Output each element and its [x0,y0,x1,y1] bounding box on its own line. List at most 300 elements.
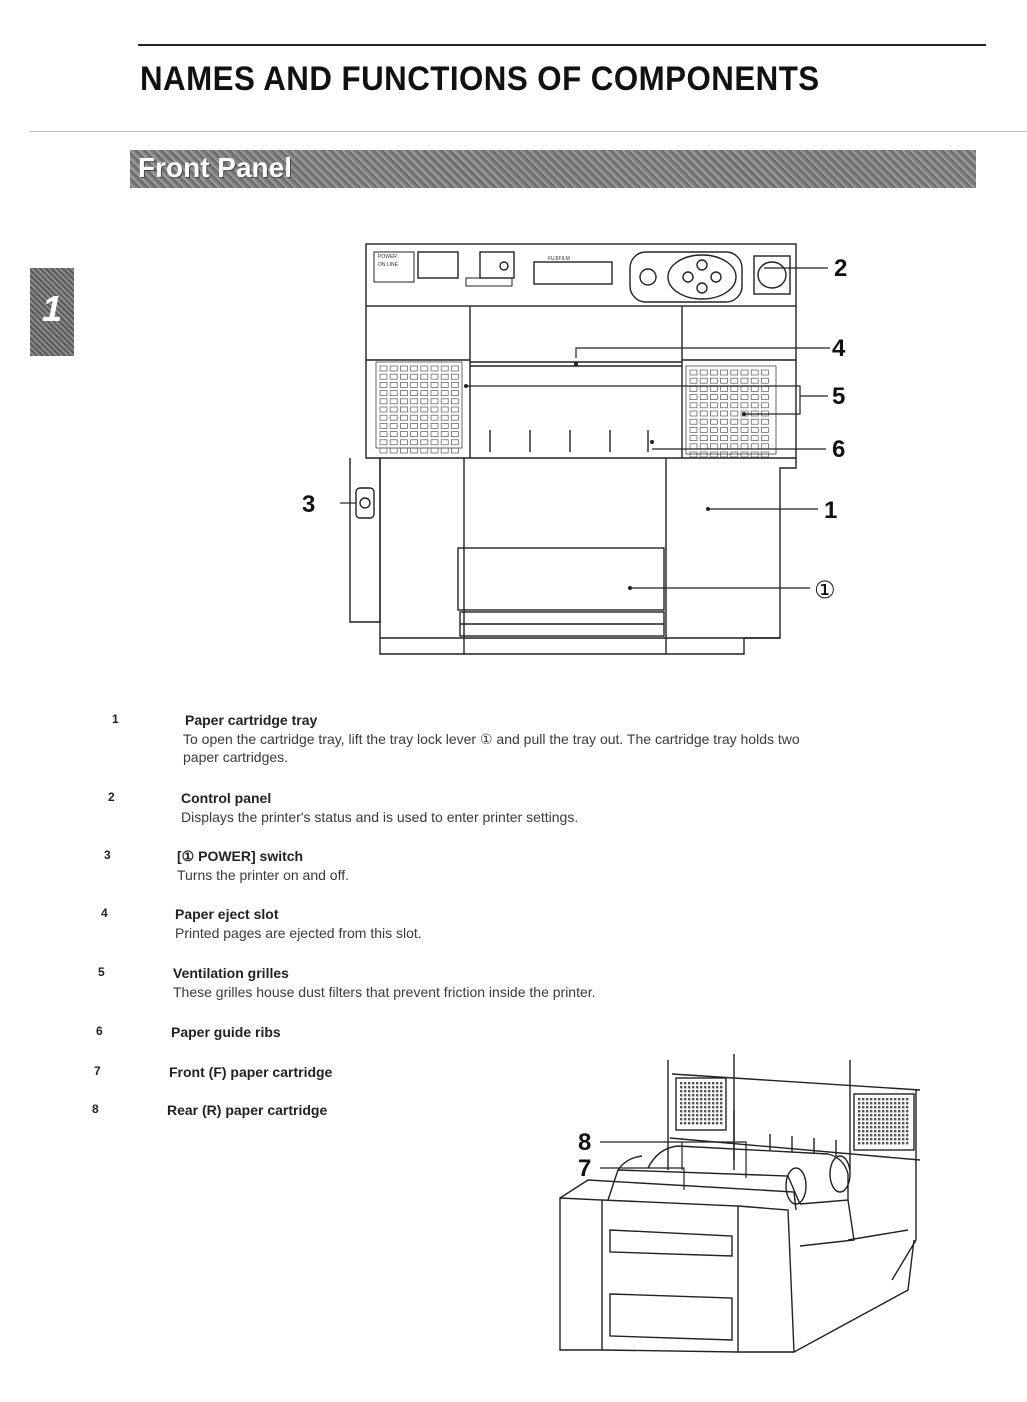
grille-dot [680,1110,682,1112]
grille-cell [451,415,458,420]
grille-dot [874,1110,876,1112]
grille-cell [710,427,717,432]
grille-dot [688,1086,690,1088]
grille-cell [751,436,758,441]
grille-cell [431,399,438,404]
grille-dot [866,1142,868,1144]
grille-dot [906,1098,908,1100]
grille-dot [858,1134,860,1136]
grille-cell [761,419,768,424]
grille-dot [858,1142,860,1144]
component-number: 6 [96,1024,103,1038]
grille-cell [721,395,728,400]
grille-cell [451,382,458,387]
grille-cell [390,432,397,437]
component-description [177,866,349,884]
component-number: 8 [92,1102,99,1116]
grille-dot [898,1106,900,1108]
grille-dot [680,1102,682,1104]
component-description [183,730,800,766]
grille-dot [712,1090,714,1092]
grille-dot [692,1094,694,1096]
grille-dot [858,1130,860,1132]
grille-cell [421,415,428,420]
grille-dot [866,1114,868,1116]
grille-cell [421,407,428,412]
grille-cell [751,386,758,391]
description-line: Displays the printer's status and is used to enter printer settings. [181,809,579,825]
brand-label: FUJIFILM [548,256,570,262]
grille-dot [882,1126,884,1128]
grille-dot [886,1106,888,1108]
component-description [173,983,596,1001]
grille-dot [906,1126,908,1128]
grille-dot [878,1122,880,1124]
grille-dot [878,1106,880,1108]
grille-dot [882,1134,884,1136]
grille-cell [441,374,448,379]
grille-cell [380,391,387,396]
component-number: 5 [98,965,105,979]
description-line: paper cartridges. [183,749,289,765]
grille-dot [886,1102,888,1104]
power-indicator-label: POWER [378,254,397,260]
grille-dot [858,1114,860,1116]
grille-dot [862,1118,864,1120]
grille-dot [890,1098,892,1100]
grille-dot [696,1098,698,1100]
grille-cell [761,386,768,391]
grille-cell [431,366,438,371]
grille-cell [380,415,387,420]
grille-dot [720,1082,722,1084]
grille-dot [882,1098,884,1100]
grille-dot [680,1114,682,1116]
callout-5: 5 [832,383,846,410]
grille-cell [690,386,697,391]
grille-dot [700,1110,702,1112]
grille-dot [882,1142,884,1144]
online-indicator-label: ON LINE [378,262,399,268]
grille-dot [866,1126,868,1128]
grille-dot [898,1134,900,1136]
grille-cell [451,366,458,371]
grille-dot [894,1122,896,1124]
grille-dot [890,1106,892,1108]
grille-dot [708,1110,710,1112]
grille-dot [708,1102,710,1104]
grille-dot [882,1102,884,1104]
grille-dot [704,1106,706,1108]
component-item-6 [96,1024,496,1044]
grille-cell [710,378,717,383]
grille-dot [684,1086,686,1088]
grille-dot [890,1122,892,1124]
grille-cell [721,378,728,383]
grille-dot [684,1090,686,1092]
grille-cell [761,427,768,432]
grille-dot [874,1102,876,1104]
grille-dot [894,1142,896,1144]
ventilation-grille-cells [380,366,768,457]
grille-cell [700,411,707,416]
grille-cell [441,448,448,453]
grille-dot [894,1138,896,1140]
component-name: Front (F) paper cartridge [169,1064,333,1080]
grille-cell [390,407,397,412]
tray-grille-cells [680,1082,908,1144]
grille-cell [421,423,428,428]
chapter-tab [30,268,74,356]
grille-dot [720,1106,722,1108]
grille-dot [708,1090,710,1092]
grille-dot [874,1130,876,1132]
grille-dot [704,1114,706,1116]
grille-cell [441,423,448,428]
description-line: To open the cartridge tray, lift the tray lock lever ① and pull the tray out. The cartridge tray holds two [183,731,800,747]
grille-dot [894,1106,896,1108]
grille-dot [866,1138,868,1140]
grille-dot [700,1102,702,1104]
grille-dot [898,1130,900,1132]
grille-dot [874,1138,876,1140]
callout-4: 4 [832,335,846,362]
grille-cell [751,370,758,375]
grille-dot [858,1138,860,1140]
grille-dot [700,1118,702,1120]
grille-cell [751,444,758,449]
grille-cell [761,452,768,457]
grille-dot [684,1106,686,1108]
grille-dot [696,1090,698,1092]
grille-dot [898,1110,900,1112]
grille-cell [751,452,758,457]
grille-dot [874,1106,876,1108]
grille-dot [684,1102,686,1104]
grille-dot [902,1102,904,1104]
grille-cell [751,395,758,400]
top-rule [138,44,986,46]
grille-dot [866,1118,868,1120]
grille-dot [882,1118,884,1120]
grille-dot [890,1110,892,1112]
grille-dot [684,1114,686,1116]
grille-dot [862,1098,864,1100]
grille-dot [866,1134,868,1136]
section-rule [30,131,1027,132]
grille-cell [400,399,407,404]
grille-dot [878,1138,880,1140]
grille-dot [704,1086,706,1088]
grille-cell [721,403,728,408]
grille-cell [731,395,738,400]
grille-cell [411,374,418,379]
grille-cell [761,395,768,400]
grille-dot [712,1098,714,1100]
component-name: Paper cartridge tray [185,712,318,728]
grille-cell [721,370,728,375]
grille-dot [890,1138,892,1140]
grille-cell [721,436,728,441]
grille-cell [451,391,458,396]
grille-dot [720,1110,722,1112]
grille-dot [684,1082,686,1084]
grille-dot [882,1106,884,1108]
grille-cell [690,378,697,383]
grille-dot [906,1118,908,1120]
grille-cell [731,452,738,457]
grille-cell [441,415,448,420]
grille-cell [690,411,697,416]
front-panel-illustration [290,230,880,670]
grille-cell [731,436,738,441]
grille-dot [696,1118,698,1120]
grille-dot [898,1142,900,1144]
grille-cell [380,423,387,428]
component-name: Rear (R) paper cartridge [167,1102,328,1118]
grille-dot [720,1102,722,1104]
grille-dot [720,1114,722,1116]
grille-dot [870,1118,872,1120]
grille-cell [690,419,697,424]
grille-dot [898,1126,900,1128]
grille-dot [708,1086,710,1088]
grille-dot [906,1110,908,1112]
grille-cell [411,415,418,420]
grille-dot [878,1118,880,1120]
grille-cell [710,436,717,441]
grille-dot [696,1082,698,1084]
grille-cell [761,370,768,375]
grille-dot [720,1118,722,1120]
grille-cell [400,382,407,387]
callout-6: 6 [832,436,846,463]
grille-dot [862,1106,864,1108]
grille-dot [692,1098,694,1100]
grille-cell [731,386,738,391]
grille-cell [421,374,428,379]
grille-dot [862,1114,864,1116]
grille-dot [898,1098,900,1100]
grille-dot [886,1130,888,1132]
description-line: Printed pages are ejected from this slot. [175,925,422,941]
grille-dot [692,1082,694,1084]
grille-dot [716,1094,718,1096]
grille-cell [690,427,697,432]
grille-cell [411,399,418,404]
grille-dot [704,1102,706,1104]
grille-cell [421,432,428,437]
grille-dot [716,1090,718,1092]
grille-dot [720,1090,722,1092]
grille-dot [890,1130,892,1132]
grille-dot [858,1122,860,1124]
grille-dot [902,1118,904,1120]
grille-dot [716,1082,718,1084]
component-number: 1 [112,712,119,726]
grille-dot [878,1130,880,1132]
grille-cell [731,427,738,432]
grille-cell [390,440,397,445]
grille-dot [688,1114,690,1116]
component-item-5 [98,965,978,1005]
grille-dot [866,1098,868,1100]
grille-dot [716,1098,718,1100]
component-name: Paper eject slot [175,906,279,922]
grille-cell [751,378,758,383]
grille-cell [380,366,387,371]
grille-dot [870,1114,872,1116]
component-number: 4 [101,906,108,920]
chapter-number: 1 [41,288,63,329]
grille-dot [680,1090,682,1092]
grille-dot [878,1098,880,1100]
grille-dot [696,1086,698,1088]
grille-dot [878,1126,880,1128]
grille-dot [858,1106,860,1108]
grille-cell [411,432,418,437]
grille-cell [710,403,717,408]
grille-dot [712,1094,714,1096]
grille-dot [696,1102,698,1104]
grille-dot [870,1110,872,1112]
grille-dot [708,1122,710,1124]
grille-dot [866,1110,868,1112]
grille-dot [680,1082,682,1084]
grille-dot [858,1098,860,1100]
grille-cell [741,444,748,449]
grille-dot [688,1094,690,1096]
grille-dot [716,1110,718,1112]
grille-cell [431,382,438,387]
grille-dot [708,1118,710,1120]
grille-cell [451,448,458,453]
grille-cell [411,407,418,412]
grille-dot [882,1122,884,1124]
grille-cell [421,440,428,445]
grille-cell [390,366,397,371]
grille-dot [862,1134,864,1136]
grille-dot [712,1086,714,1088]
grille-cell [421,448,428,453]
grille-dot [712,1102,714,1104]
grille-dot [704,1082,706,1084]
grille-dot [878,1114,880,1116]
grille-cell [411,423,418,428]
grille-dot [906,1102,908,1104]
component-name: [① POWER] switch [177,848,304,864]
grille-dot [704,1110,706,1112]
grille-dot [704,1094,706,1096]
grille-dot [716,1086,718,1088]
grille-cell [400,366,407,371]
grille-cell [380,432,387,437]
grille-dot [902,1106,904,1108]
grille-dot [696,1094,698,1096]
grille-dot [894,1130,896,1132]
grille-dot [902,1138,904,1140]
grille-cell [441,432,448,437]
component-number: 7 [94,1064,101,1078]
grille-cell [380,448,387,453]
grille-cell [390,423,397,428]
grille-dot [906,1122,908,1124]
grille-dot [874,1122,876,1124]
grille-dot [862,1126,864,1128]
grille-dot [886,1142,888,1144]
grille-dot [886,1118,888,1120]
grille-dot [700,1114,702,1116]
callout-3: 3 [302,491,316,518]
grille-cell [721,452,728,457]
grille-cell [731,370,738,375]
grille-cell [700,386,707,391]
section-header-bar [130,150,976,188]
grille-dot [716,1114,718,1116]
grille-cell [721,444,728,449]
grille-dot [898,1138,900,1140]
grille-cell [400,448,407,453]
grille-dot [874,1118,876,1120]
grille-dot [898,1102,900,1104]
grille-dot [704,1122,706,1124]
grille-dot [870,1142,872,1144]
grille-cell [731,419,738,424]
page-title: NAMES AND FUNCTIONS OF COMPONENTS [140,60,820,98]
grille-dot [902,1134,904,1136]
grille-cell [451,423,458,428]
grille-cell [751,427,758,432]
grille-dot [692,1086,694,1088]
grille-cell [441,391,448,396]
grille-cell [411,391,418,396]
component-description [181,808,578,826]
grille-cell [731,378,738,383]
component-number: 2 [108,790,115,804]
component-description [175,924,422,942]
grille-cell [411,382,418,387]
grille-dot [874,1114,876,1116]
grille-cell [710,411,717,416]
grille-dot [894,1110,896,1112]
grille-cell [721,427,728,432]
grille-dot [858,1110,860,1112]
grille-cell [441,382,448,387]
grille-dot [902,1098,904,1100]
grille-dot [870,1106,872,1108]
component-item-7 [94,1064,494,1084]
grille-dot [716,1122,718,1124]
grille-dot [890,1134,892,1136]
grille-dot [874,1134,876,1136]
grille-dot [700,1098,702,1100]
grille-dot [874,1098,876,1100]
grille-dot [704,1098,706,1100]
grille-cell [761,436,768,441]
section-title: Front Panel [138,152,293,183]
grille-dot [712,1082,714,1084]
grille-dot [878,1110,880,1112]
grille-dot [680,1098,682,1100]
grille-dot [898,1114,900,1116]
description-line: Turns the printer on and off. [177,867,349,883]
grille-dot [906,1134,908,1136]
grille-dot [882,1114,884,1116]
grille-dot [862,1130,864,1132]
grille-dot [700,1106,702,1108]
grille-cell [700,370,707,375]
grille-dot [696,1110,698,1112]
